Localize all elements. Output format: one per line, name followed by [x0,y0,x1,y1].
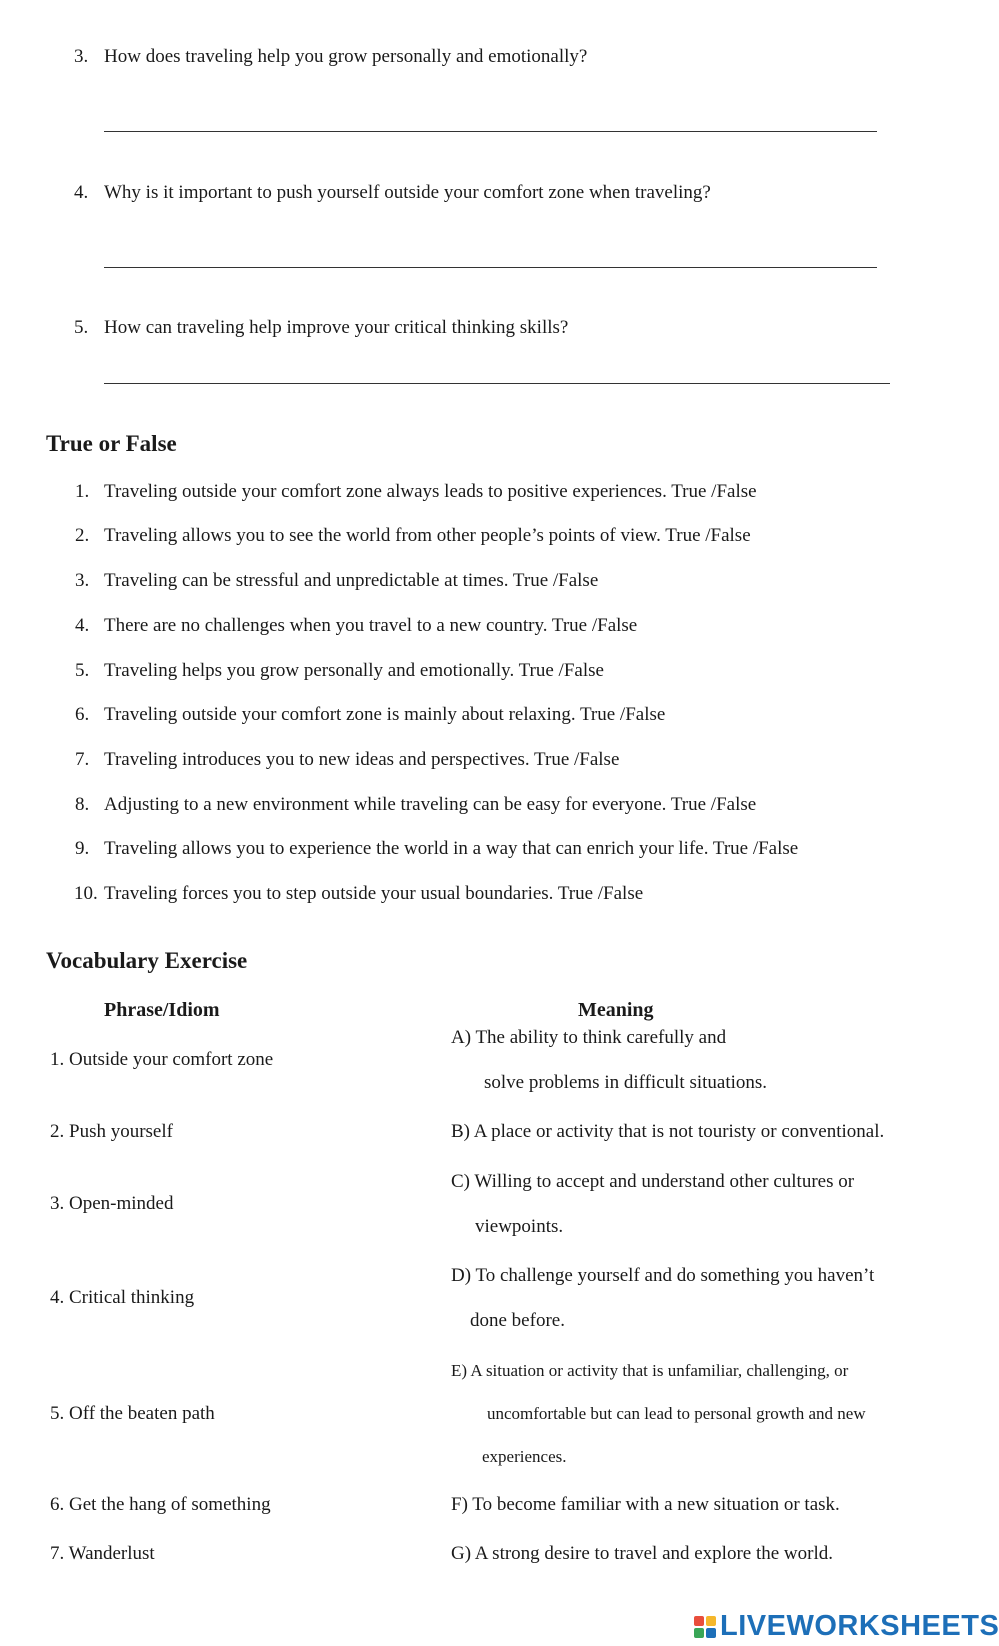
tf-item-text: Traveling can be stressful and unpredictable at times. True /False [104,570,599,591]
meaning-item: experiences. [482,1447,567,1466]
phrase-item: 5. Off the beaten path [50,1403,215,1424]
vocabulary-heading: Vocabulary Exercise [46,948,248,973]
phrase-item: 6. Get the hang of something [50,1494,271,1515]
answer-line[interactable] [104,131,877,132]
answer-line[interactable] [104,267,877,268]
tf-item-number: 9. [75,838,90,859]
tf-item-number: 7. [75,749,90,770]
liveworksheets-logo [694,1610,999,1643]
tf-item-number: 10. [74,883,98,904]
tf-item-number: 2. [75,525,90,546]
tf-item-text: Traveling allows you to see the world from other people’s points of view. True /False [104,525,751,546]
meaning-item: B) A place or activity that is not touristy or conventional. [451,1121,885,1142]
tf-item-text: Traveling outside your comfort zone always leads to positive experiences. True /False [104,481,757,502]
tf-item-text: Adjusting to a new environment while traveling can be easy for everyone. True /False [104,794,757,815]
meaning-item: G) A strong desire to travel and explore the world. [451,1543,834,1564]
tf-item-number: 4. [75,615,90,636]
meaning-item: viewpoints. [475,1216,564,1237]
answer-line[interactable] [104,383,890,384]
question-number: 3. [74,46,89,67]
true-false-heading: True or False [46,431,177,456]
tf-item-number: 6. [75,704,90,725]
tf-item-text: Traveling forces you to step outside your usual boundaries. True /False [104,883,644,904]
tf-item-number: 3. [75,570,90,591]
meaning-item: done before. [470,1310,565,1331]
meaning-item: uncomfortable but can lead to personal growth and new [487,1404,866,1423]
meaning-item: solve problems in difficult situations. [484,1072,768,1093]
logo-text: LIVEWORKSHEETS [720,1610,999,1642]
tf-item-text: Traveling introduces you to new ideas and perspectives. True /False [104,749,620,770]
phrase-item: 4. Critical thinking [50,1287,195,1308]
phrase-item: 3. Open-minded [50,1193,174,1214]
logo-mark-icon [694,1616,716,1638]
meaning-item: A) The ability to think carefully and [451,1027,727,1048]
phrase-item: 2. Push yourself [50,1121,173,1142]
phrase-item: 7. Wanderlust [50,1543,155,1564]
question-text: How can traveling help improve your critical thinking skills? [104,317,569,338]
tf-item-text: Traveling outside your comfort zone is mainly about relaxing. True /False [104,704,666,725]
tf-item-number: 1. [75,481,90,502]
meaning-item: C) Willing to accept and understand other cultures or [451,1171,855,1192]
phrase-column-header: Phrase/Idiom [104,999,220,1021]
tf-item-number: 5. [75,660,90,681]
phrase-item: 1. Outside your comfort zone [50,1049,274,1070]
tf-item-number: 8. [75,794,90,815]
tf-item-text: There are no challenges when you travel to a new country. True /False [104,615,638,636]
meaning-item: E) A situation or activity that is unfamiliar, challenging, or [451,1361,849,1380]
question-text: How does traveling help you grow personally and emotionally? [104,46,588,67]
question-text: Why is it important to push yourself outside your comfort zone when traveling? [104,182,711,203]
meaning-column-header: Meaning [578,999,654,1021]
question-number: 4. [74,182,89,203]
tf-item-text: Traveling helps you grow personally and emotionally. True /False [104,660,604,681]
tf-item-text: Traveling allows you to experience the world in a way that can enrich your life. True /False [104,838,799,859]
question-number: 5. [74,317,89,338]
meaning-item: D) To challenge yourself and do something you haven’t [451,1265,875,1286]
meaning-item: F) To become familiar with a new situation or task. [451,1494,840,1515]
